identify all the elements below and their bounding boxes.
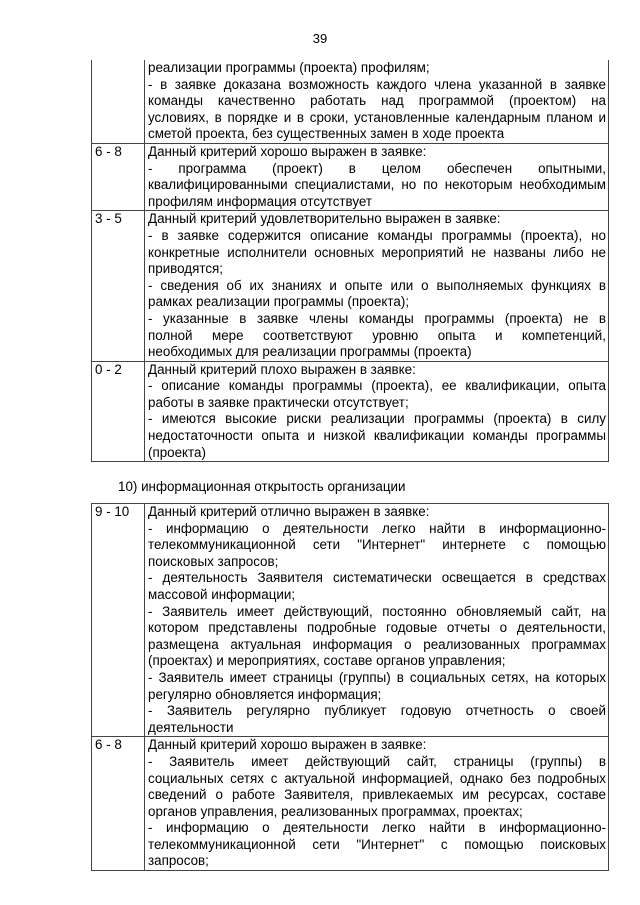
description-cell <box>145 211 609 361</box>
description-line: - информацию о деятельности легко найти в информационно- <box>148 520 606 536</box>
description-cell <box>145 361 609 462</box>
description-line: Данный критерий хорошо выражен в заявке: <box>148 737 427 753</box>
section-title: 10) информационная открытость организации <box>118 479 406 494</box>
description-line: - Заявитель имеет страницы (группы) в социальных сетях, на которых <box>148 669 606 685</box>
description-line: - в заявке доказана возможность каждого члена указанной в заявке <box>148 76 606 92</box>
table-row <box>92 361 609 462</box>
description-line: - имеются высокие риски реализации программы (проекта) в силу <box>148 411 606 427</box>
description-line: профилям информация отсутствует <box>148 193 373 209</box>
description-line: размещена актуальная информация о реализованных программах <box>148 636 606 652</box>
description-cell <box>145 737 609 871</box>
description-line: сведений о работе Заявителя, привлекаемых им ресурсах, составе <box>148 787 606 803</box>
description-cell <box>145 60 609 143</box>
description-cell <box>145 143 609 210</box>
description-line: запросов; <box>148 853 209 869</box>
description-line: деятельности <box>148 719 234 735</box>
score-cell: 3 - 5 <box>92 211 145 361</box>
description-line: - описание команды программы (проекта), ее квалификации, опыта <box>148 378 606 394</box>
description-line: телекоммуникационной сети "Интернет" интернете с помощью <box>148 537 606 553</box>
description-line: - Заявитель имеет действующий сайт, страницы (группы) в <box>148 753 606 769</box>
description-line: Данный критерий отлично выражен в заявке: <box>148 504 430 519</box>
description-line: реализации программы (проекта) профилям; <box>148 60 430 75</box>
description-line: Данный критерий плохо выражен в заявке: <box>148 361 416 377</box>
description-line: - Заявитель имеет действующий, постоянно обновляемый сайт, на <box>148 603 606 619</box>
description-line: - программа (проект) в целом обеспечен опытными, <box>148 160 606 176</box>
page-number: 39 <box>312 31 328 46</box>
table-row <box>92 143 609 210</box>
description-line: - информацию о деятельности легко найти в информационно- <box>148 820 606 836</box>
description-line: Данный критерий хорошо выражен в заявке: <box>148 143 427 159</box>
description-cell <box>145 504 609 737</box>
description-line: (проекта) <box>148 444 206 460</box>
description-line: рамках реализации программы (проекта); <box>148 294 410 310</box>
table-row <box>92 737 609 871</box>
criteria-table-team <box>91 60 609 462</box>
table-row <box>92 60 609 143</box>
description-line: массовой информации; <box>148 586 296 602</box>
description-line: - указанные в заявке члены команды программы (проекта) не в <box>148 310 606 326</box>
description-line: поисковых запросов; <box>148 553 279 569</box>
description-line: котором представлены подробные годовые отчеты о деятельности, <box>148 620 606 636</box>
score-cell: 9 - 10 <box>92 504 145 737</box>
description-line: условиях, в порядке и в сроки, установленные календарным планом и <box>148 109 606 125</box>
description-line: органов управления, реализованных программах, проектах; <box>148 803 523 819</box>
description-line: (проектах) и мероприятиях, составе органов управления; <box>148 653 506 669</box>
score-cell: 6 - 8 <box>92 737 145 871</box>
score-cell: 6 - 8 <box>92 143 145 210</box>
description-line: недостаточности опыта и низкой квалификации команды программы <box>148 428 606 444</box>
description-line: телекоммуникационной сети "Интернет" с помощью поисковых <box>148 836 606 852</box>
table-row <box>92 504 609 737</box>
description-line: сметой проекта, без существенных замен в ходе проекта <box>148 126 505 142</box>
description-line: - Заявитель регулярно публикует годовую отчетность о своей <box>148 703 606 719</box>
score-cell <box>92 60 145 143</box>
description-line: приводятся; <box>148 261 224 277</box>
description-line: полной мере соответствуют уровню опыта и компетенций, <box>148 327 606 343</box>
description-line: социальных сетях с актуальной информацией, однако без подробных <box>148 770 606 786</box>
description-line: конкретные исполнители основных мероприятий не названы либо не <box>148 244 606 260</box>
description-line: - деятельность Заявителя систематически освещается в средствах <box>148 570 606 586</box>
description-line: квалифицированными специалистами, но по некоторым необходимым <box>148 177 606 193</box>
table-row <box>92 211 609 361</box>
description-line: необходимых для реализации программы (проекта) <box>148 344 472 360</box>
description-line: - сведения об их знаниях и опыте или о выполняемых функциях в <box>148 277 606 293</box>
description-line: - в заявке содержится описание команды программы (проекта), но <box>148 227 606 243</box>
criteria-table-openness <box>91 503 609 871</box>
score-cell: 0 - 2 <box>92 361 145 462</box>
description-line: Данный критерий удовлетворительно выражен в заявке: <box>148 211 501 227</box>
description-line: работы в заявке практически отсутствует; <box>148 394 409 410</box>
description-line: команды качественно работать над программой (проектом) на <box>148 93 606 109</box>
description-line: регулярно обновляется информация; <box>148 686 382 702</box>
